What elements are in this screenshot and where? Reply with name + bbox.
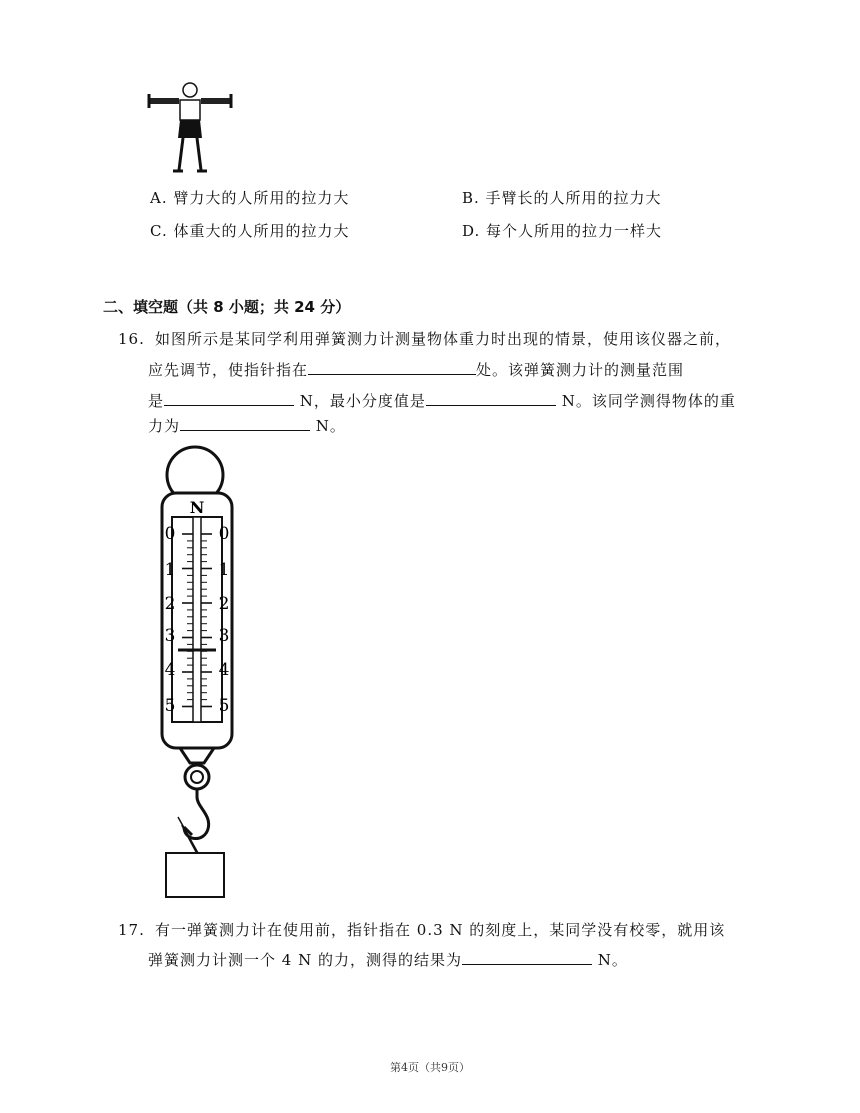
question-16-line4-b: N。 [310,417,346,435]
scale-tick-right-3: 3 [218,626,230,646]
blank-min-division[interactable] [426,387,556,406]
scale-tick-right-2: 2 [218,594,230,614]
question-16-line2-a: 应先调节，使指针指在 [148,361,309,379]
question-16-line4 [148,410,346,442]
option-c: C. 体重大的人所用的拉力大 [150,222,350,240]
question-17-line2-b: N。 [591,951,628,969]
scale-tick-left-2: 2 [164,594,176,614]
question-17-number: 17. [118,921,145,939]
question-16-line3-b: N，最小分度值是 [294,392,426,410]
scale-tick-right-4: 4 [218,660,230,680]
scale-tick-right-5: 5 [218,696,230,716]
option-a: A. 臂力大的人所用的拉力大 [150,189,350,207]
question-16-line4-a: 力为 [148,417,181,435]
page-footer: 第4页（共9页） [390,1061,470,1074]
option-d: D. 每个人所用的拉力一样大 [462,222,663,240]
scale-unit-label: N [189,498,205,517]
blank-range[interactable] [164,387,294,406]
chest-expander-figure [145,80,235,175]
scale-tick-left-4: 4 [164,660,176,680]
blank-weight[interactable] [180,412,310,431]
option-b: B. 手臂长的人所用的拉力大 [462,189,662,207]
question-16-line1: 如图所示是某同学利用弹簧测力计测量物体重力时出现的情景，使用该仪器之前， [155,330,732,348]
question-16-line2-b: 处。该弹簧测力计的测量范围 [476,361,685,379]
question-16-line3-c: N。该同学测得物体的重 [555,392,736,410]
question-16-line3-a: 是 [148,392,165,410]
scale-tick-left-0: 0 [164,524,176,544]
scale-tick-right-0: 0 [218,524,230,544]
scale-tick-left-1: 1 [164,560,176,580]
blank-zero-point[interactable] [308,356,476,375]
question-17-line2-a: 弹簧测力计测一个 4 N 的力，测得的结果为 [148,951,462,969]
question-17-line2 [148,944,628,976]
blank-measured-result[interactable] [462,946,592,965]
question-17-line1: 有一弹簧测力计在使用前，指针指在 0.3 N 的刻度上，某同学没有校零，就用该 [155,921,726,939]
question-16-number: 16. [118,330,145,348]
scale-tick-left-5: 5 [164,696,176,716]
question-16-line2 [148,354,684,386]
spring-scale-figure [140,445,255,905]
section-title: 二、填空题（共 8 小题；共 24 分） [103,298,351,316]
scale-tick-right-1: 1 [218,560,230,580]
scale-tick-left-3: 3 [164,626,176,646]
